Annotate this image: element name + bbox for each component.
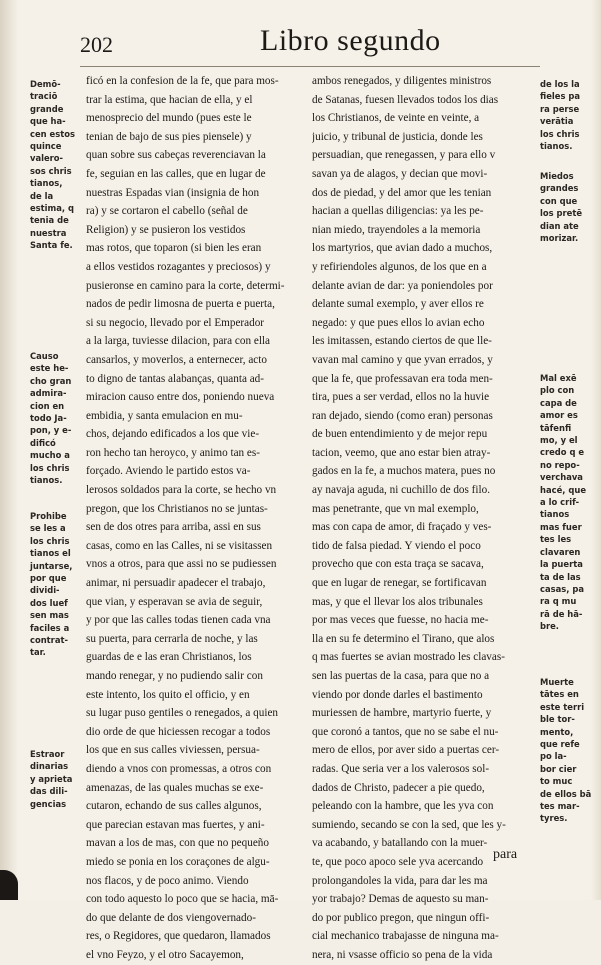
text-line: savan ya de alagos, y decian que movi- (312, 167, 488, 180)
text-line: forçado. Aviendo le partido estos va- (86, 465, 251, 478)
text-line: con todo aquesto lo poco que se hacia, mā- (86, 893, 279, 906)
margin-note-line: mo, y el (540, 435, 578, 446)
text-line: dio orde de que hiciessen recogar a todos (86, 725, 271, 738)
margin-note-line: tes les (540, 534, 572, 545)
text-line: cutaron, echando de sus calles algunos, (86, 800, 262, 813)
margin-note-line: con que (540, 195, 578, 206)
text-line: ra) y se cortaron el cabello (señal de (86, 205, 248, 218)
margin-note-line: estima, q (30, 203, 75, 214)
text-column-left (86, 72, 308, 965)
text-line: que coronó a tantos, que no se sabe el nu- (312, 725, 499, 738)
margin-note-left (30, 510, 82, 659)
text-line: casas, como en las Calles, ni se visitassen (86, 539, 273, 552)
text-line: miracion causo entre dos, poniendo nueva (86, 391, 275, 404)
running-title: Libro segundo (260, 24, 441, 57)
text-line: nian miedo, trayendoles a la memoria (312, 223, 481, 236)
text-line: Religion) y se pusieron los vestidos (86, 223, 246, 236)
margin-note-line: cen estos (30, 128, 75, 139)
margin-note-line: cho gran (30, 375, 72, 386)
text-line: embidia, y santa emulacion en mu- (86, 409, 243, 422)
margin-note-left (30, 78, 82, 252)
margin-note-line: hacé, que (540, 484, 586, 495)
margin-note-line: tāfenfi (540, 422, 572, 433)
text-line: mero de ellos, por aver sido a puertas cer- (312, 744, 500, 757)
text-line: delante sumal exemplo, y aver ellos re (312, 298, 484, 311)
margin-note-line: dian ate (540, 220, 579, 231)
text-line: mas penetrante, que vn mal exemplo, (312, 502, 479, 515)
text-line: muriessen de hambre, martyrio fuerte, y (312, 707, 492, 720)
margin-note-line: ra perse (540, 103, 580, 114)
text-line: cial mechanico trabajasse de ninguna ma- (312, 930, 499, 943)
margin-note-line: to muc (540, 776, 573, 787)
text-line: su puerta, para cerrarla de noche, y las (86, 632, 258, 645)
text-line: mando renegar, y no pudiendo salir con (86, 670, 263, 682)
text-line: sen las puertas de la casa, para que no a (312, 670, 490, 682)
text-line: tacion, veemo, que ano estar bien atray- (312, 446, 491, 459)
margin-note-line: este he- (30, 363, 69, 374)
margin-note-line: verchava (540, 472, 583, 483)
text-line: los que en sus calles viviessen, persua- (86, 744, 260, 757)
margin-note-line: tyres. (540, 813, 568, 824)
page-number: 202 (80, 32, 113, 57)
margin-note-line: los chris (540, 128, 580, 139)
text-line: de Satanas, fuesen llevados todos los dias (312, 93, 499, 106)
margin-note-line: de la (30, 190, 54, 201)
text-line: to digno de tantas alabanças, quanta ad- (86, 372, 265, 385)
text-line: si su negocio, llevado por el Emperador (86, 316, 265, 329)
margin-note-line: grandes (540, 183, 579, 194)
text-line: va acabando, y batallando con la muer- (312, 837, 488, 850)
text-line: lerosos soldados para la corte, se hecho vn (86, 484, 277, 497)
text-line: quan sobre sus cabeças reverenciavan la (86, 149, 266, 162)
text-line: persuadian, que renegassen, y para ello v (312, 149, 496, 162)
text-line: vavan mal camino y que yvan errados, y (312, 353, 493, 366)
text-line: nados de pedir limosna de puerta e puerta, (86, 298, 275, 311)
text-line: viendo por donde darles el bastimento (312, 688, 483, 701)
margin-note-line: tianos. (30, 475, 63, 486)
margin-note-line: tenia de (30, 215, 69, 226)
margin-note-line: juntarse, (30, 560, 73, 571)
text-line: trar la estima, que hacian de ella, y el (86, 93, 253, 106)
text-line: chos, dejando edificados a los que vie- (86, 428, 260, 441)
margin-note-line: plo con (540, 385, 575, 396)
text-line: amenazas, de las quales muchas se exe- (86, 781, 264, 794)
margin-note-line: valero- (30, 153, 64, 164)
margin-note-line: tes mar- (540, 801, 580, 812)
margin-note-line: Mal exē (540, 373, 577, 383)
margin-note-line: sos chris (30, 165, 72, 176)
margin-note-line: Estraor (30, 749, 65, 759)
text-line: gados en la fe, a muchos matera, pues no (312, 465, 496, 478)
text-line: diendo a vnos con promessas, a otros con (86, 762, 272, 775)
margin-note-line: a lo crif- (540, 497, 580, 508)
margin-note-line: contrat- (30, 635, 68, 646)
page-gutter-shadow (0, 0, 18, 900)
margin-note-line: amor es (540, 410, 578, 421)
text-line: yor trabajo? Demas de aquesto su man- (312, 893, 489, 906)
text-line: este intento, los quito el officio, y en (86, 688, 250, 701)
text-line: animar, ni persuadir apadecer el trabajo, (86, 577, 266, 590)
margin-note-line: este terri (540, 701, 585, 712)
margin-note-line: quince (30, 141, 62, 152)
header-rule (80, 66, 540, 67)
margin-note-line: verātia (540, 116, 574, 127)
margin-note-line: gencias (30, 798, 67, 809)
margin-note-line: ra q mu (540, 596, 577, 607)
text-line: nera, ni vsasse officio so pena de la vida (312, 948, 493, 961)
text-line: nuestras Espadas vian (insignia de hon (86, 186, 260, 199)
text-line: juicio, y tribunal de justicia, donde les (312, 130, 483, 143)
text-line: y refiriendoles algunos, de los que en a (312, 260, 487, 273)
margin-note-line: se les a (30, 523, 66, 534)
text-line: do por publico pregon, que ningun offi- (312, 911, 490, 924)
margin-note-line: ta de las (540, 571, 581, 582)
margin-note-line: grande (30, 103, 64, 114)
text-line: dos de piedad, y del amor que les tenian (312, 186, 492, 199)
margin-note-line: que refe (540, 739, 580, 750)
margin-note-line: fieles pa (540, 91, 580, 102)
margin-note-right (540, 170, 590, 244)
margin-note-line: Miedos (540, 171, 574, 181)
margin-note-line: todo Ja- (30, 413, 67, 424)
text-line: que vian, y esperavan se avia de seguir, (86, 595, 263, 608)
margin-note-line: sen mas (30, 610, 69, 621)
margin-note-line: Muerte (540, 677, 574, 687)
margin-note-line: clavaren (540, 546, 581, 557)
margin-note-right (540, 372, 590, 633)
text-line: por mas veces que fuesse, no hacia me- (312, 614, 489, 627)
margin-note-line: credo q e (540, 447, 585, 458)
text-line: delante avian de dar: ya poniendoles por (312, 279, 493, 292)
text-line: mavan a los de mas, con que no pequeño (86, 837, 269, 850)
margin-note-line: nuestra (30, 227, 67, 238)
margin-note-line: Demō- (30, 79, 61, 89)
margin-note-line: dos luef (30, 597, 68, 608)
margin-note-line: dificó (30, 437, 56, 448)
text-line: sen de dos otres para arriba, assi en sus (86, 521, 261, 534)
margin-note-line: faciles a (30, 622, 70, 633)
page-header (80, 24, 510, 64)
text-line: mas con capa de amor, di fraçado y ves- (312, 521, 492, 534)
text-line: que parecian estavan mas fuertes, y ani- (86, 818, 265, 831)
text-line: mas, y que el llevar los alos tribunales (312, 595, 483, 608)
margin-note-line: los chris (30, 462, 70, 473)
margin-note-left (30, 350, 82, 486)
margin-note-line: ble tor- (540, 714, 575, 725)
margin-note-line: Santa fe. (30, 240, 73, 251)
text-line: su lugar puso gentiles o renegados, a quien (86, 707, 279, 720)
text-line: y por que las calles todas tienen cada vna (86, 614, 271, 627)
text-line: que en lugar de renegar, se fortificavan (312, 577, 487, 590)
text-line: prolongandoles la vida, para dar les ma (312, 874, 488, 887)
margin-note-line: mas fuer (540, 521, 582, 532)
margin-note-line: bre. (540, 621, 559, 632)
margin-note-line: por que (30, 573, 67, 584)
text-line: hacian a quellas diligencias: ya les pe- (312, 205, 484, 218)
text-line: tido de falsa piedad. Y viendo el poco (312, 539, 481, 552)
text-line: ficó en la confesion de la fe, que para mos- (86, 75, 279, 87)
margin-note-line: que ha- (30, 116, 66, 127)
text-line: pregon, que los Christianos no se juntas- (86, 502, 268, 515)
text-line: menosprecio del mundo (pues este le (86, 112, 252, 125)
margin-note-line: po la- (540, 751, 567, 762)
text-line: q mas fuertes se avian mostrado les clavas- (312, 651, 505, 664)
text-line: lla en su fe determino el Tirano, que alos (312, 632, 495, 645)
text-line: a la larga, tuviesse dilacion, para con ella (86, 335, 270, 348)
margin-note-line: de ellos bā (540, 788, 592, 799)
text-line: mas rotos, que toparon (si bien les eran (86, 242, 262, 255)
text-line: do que delante de dos viengovernado- (86, 911, 256, 924)
margin-note-line: Causo (30, 351, 59, 361)
margin-note-line: tianos, (30, 178, 63, 189)
margin-note-line: la puerta (540, 559, 583, 570)
margin-note-line: y aprieta (30, 773, 73, 784)
margin-note-line: capa de (540, 397, 577, 408)
text-line: los martyrios, que avian dado a muchos, (312, 242, 493, 255)
text-line: ron hecho tan heroyco, y animo tan es- (86, 446, 260, 459)
text-line: ran dejado, siendo (como eran) personas (312, 409, 493, 422)
margin-note-line: casas, pa (540, 583, 584, 594)
margin-note-line: Prohibe (30, 511, 67, 521)
text-line: res, o Regidores, que quedaron, llamados (86, 930, 271, 943)
margin-note-line: los chris (30, 535, 70, 546)
margin-note-line: mucho a (30, 450, 70, 461)
margin-note-left (30, 748, 82, 810)
text-line: tira, pues a ser verdad, ellos no la huvie (312, 391, 490, 404)
text-line: dados de Christo, padecer a pie quedo, (312, 781, 485, 794)
margin-note-line: no repo- (540, 459, 580, 470)
margin-note-line: tianos el (30, 548, 71, 559)
margin-note-line: traciō (30, 91, 58, 102)
text-line: miedo se ponia en los coraçones de algu- (86, 855, 270, 868)
text-line: cansarlos, y moverlos, a enternecer, acto (86, 353, 267, 366)
margin-note-line: los pretē (540, 208, 583, 219)
margin-note-line: morizar. (540, 233, 579, 244)
text-line: les imitassen, estando ciertos de que lle- (312, 335, 492, 348)
text-line: guardas de e las eran Christianos, los (86, 651, 252, 664)
text-line: sumiendo, secando se con la sed, que les y- (312, 818, 506, 831)
margin-note-line: admira- (30, 388, 67, 399)
text-line: los Christianos, de veinte en veinte, a (312, 112, 480, 125)
text-line: radas. Que seria ver a los valerosos sol- (312, 762, 490, 775)
text-line: negado: y que pues ellos lo avian echo (312, 316, 485, 329)
margin-note-line: mento, (540, 726, 574, 737)
margin-note-line: das dili- (30, 786, 68, 797)
margin-note-line: dinarias (30, 761, 69, 772)
text-line: a ellos vestidos rozagantes y preciosos) y (86, 260, 271, 273)
margin-note-line: tātes en (540, 689, 579, 700)
margin-note-line: tianos (540, 509, 570, 520)
margin-note-line: tianos. (540, 141, 573, 152)
margin-note-right (540, 676, 590, 825)
text-line: que la fe, que professavan era toda men- (312, 372, 493, 385)
text-line: nos flacos, y de poco animo. Viendo (86, 874, 249, 887)
margin-note-line: tar. (30, 647, 46, 658)
text-line: ambos renegados, y diligentes ministros (312, 75, 492, 87)
text-line: te, que poco apoco sele yva acercando (312, 855, 484, 868)
page-edge (591, 0, 601, 900)
margin-note-line: de los la (540, 79, 580, 89)
margin-note-right (540, 78, 590, 152)
text-line: peleando con la hambre, que les yva con (312, 800, 494, 813)
text-line: provecho que con esta traça se sacava, (312, 558, 484, 571)
text-line: ay navaja aguda, ni cuchillo de dos filo. (312, 484, 491, 497)
margin-note-line: cion en (30, 400, 65, 411)
text-line: de buen entendimiento y de mejor repu (312, 428, 488, 441)
text-line: fe, seguian en las calles, que en lugar de (86, 167, 266, 180)
catchword: para (493, 847, 518, 862)
margin-note-line: dividi- (30, 585, 60, 596)
text-line: pusieronse en camino para la corte, determi- (86, 279, 285, 292)
margin-note-line: bor cier (540, 763, 577, 774)
margin-note-line: rā de hā- (540, 608, 583, 619)
text-line: el vno Feyzo, y el otro Sacayemon, (86, 948, 244, 961)
text-line: vnos a otros, para que assi no se pudiessen (86, 558, 277, 571)
text-column-right (312, 72, 532, 965)
text-line: tenian de bajo de sus pies piensele) y (86, 130, 252, 143)
margin-note-line: pon, y e- (30, 425, 72, 436)
